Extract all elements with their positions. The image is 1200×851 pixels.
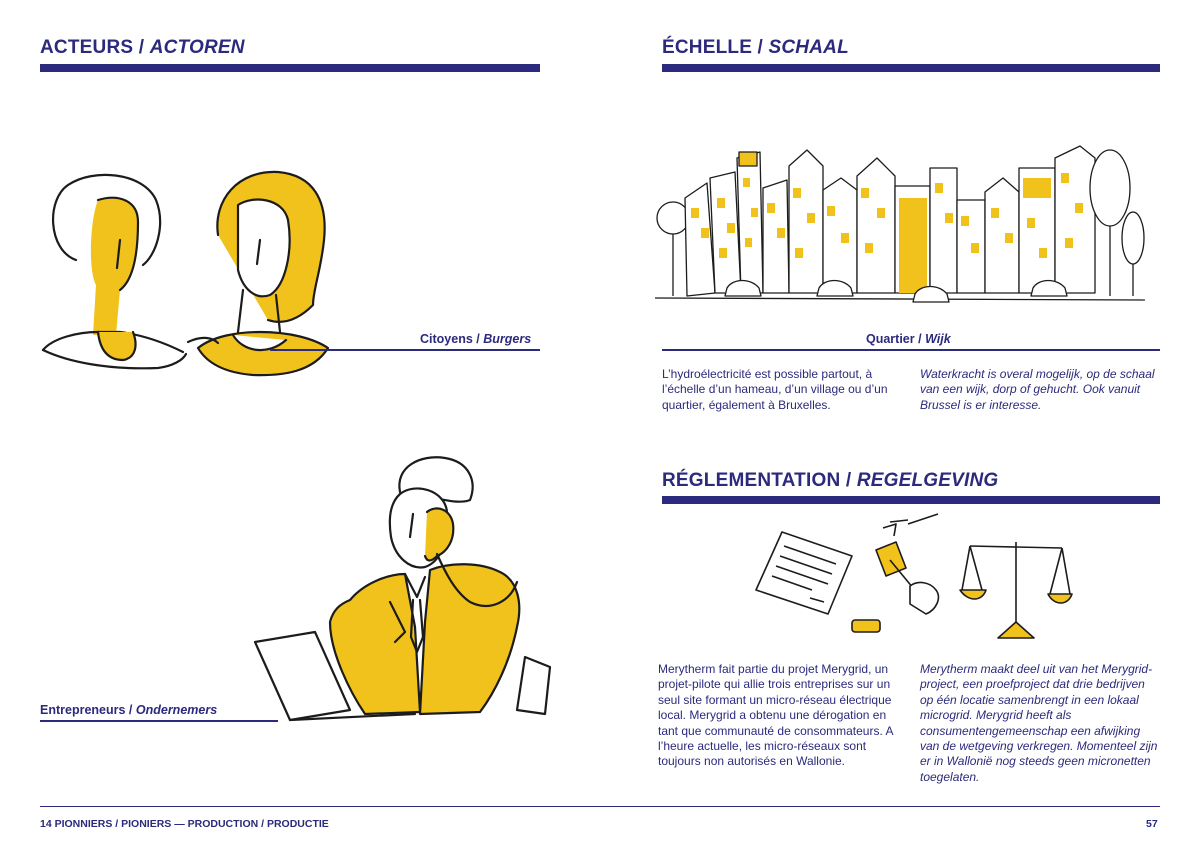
- regulation-rule: [662, 496, 1160, 504]
- city-street-illustration: [655, 128, 1145, 306]
- footer-left: 14 PIONNIERS / PIONIERS — PRODUCTION / PRODUCTIE: [40, 818, 329, 830]
- gavel-icon: [848, 520, 948, 638]
- footer-rule: [40, 806, 1160, 807]
- document-icon: [752, 528, 857, 618]
- echelle-heading: ÉCHELLE / SCHAAL: [662, 37, 849, 58]
- entrepreneurs-caption: Entrepreneurs / Ondernemers: [40, 703, 218, 717]
- echelle-rule: [662, 64, 1160, 72]
- page-number: 57: [1146, 818, 1158, 830]
- district-rule: [662, 349, 1160, 351]
- entrepreneur-illustration: [255, 452, 555, 720]
- regulation-heading: RÉGLEMENTATION / REGELGEVING: [662, 470, 999, 491]
- citizens-caption: Citoyens / Burgers: [420, 332, 532, 346]
- scales-icon: [962, 534, 1072, 642]
- scale-text-fr: L’hydroélectricité est possible partout, à l’échelle d’un hameau, d’un village ou d’un quartier, également à Bruxelles.: [662, 367, 888, 412]
- acteurs-heading: ACTEURS / ACTOREN: [40, 37, 245, 58]
- regulation-text-nl: Merytherm maakt deel uit van het Merygrid-project, een proefproject dat drie bedrijven op één locatie samenbrengt in een lokaal microgrid. Merygrid heeft als consumentengemeenschap een afwijking van de wetgeving verkregen. Momenteel zijn er in Wallonië nog steeds geen micronetten toegelaten.: [920, 662, 1158, 784]
- scale-text-nl: Waterkracht is overal mogelijk, op de schaal van een wijk, dorp of gehucht. Ook vanuit Brussel is er interesse.: [920, 367, 1155, 412]
- acteurs-rule: [40, 64, 540, 72]
- citizens-rule: [270, 349, 540, 351]
- citizens-illustration: [38, 160, 338, 380]
- district-caption: Quartier / Wijk: [866, 332, 951, 346]
- entrepreneurs-rule: [40, 720, 278, 722]
- regulation-text-fr: Merytherm fait partie du projet Merygrid, un projet-pilote qui allie trois entreprises sur un seul site formant un micro-réseau électrique local. Merygrid a obtenu une dérogation en tant que communauté de consommateurs. A l’heure actuelle, les micro-réseaux sont toujours non autorisés en Wallonie.: [658, 662, 893, 769]
